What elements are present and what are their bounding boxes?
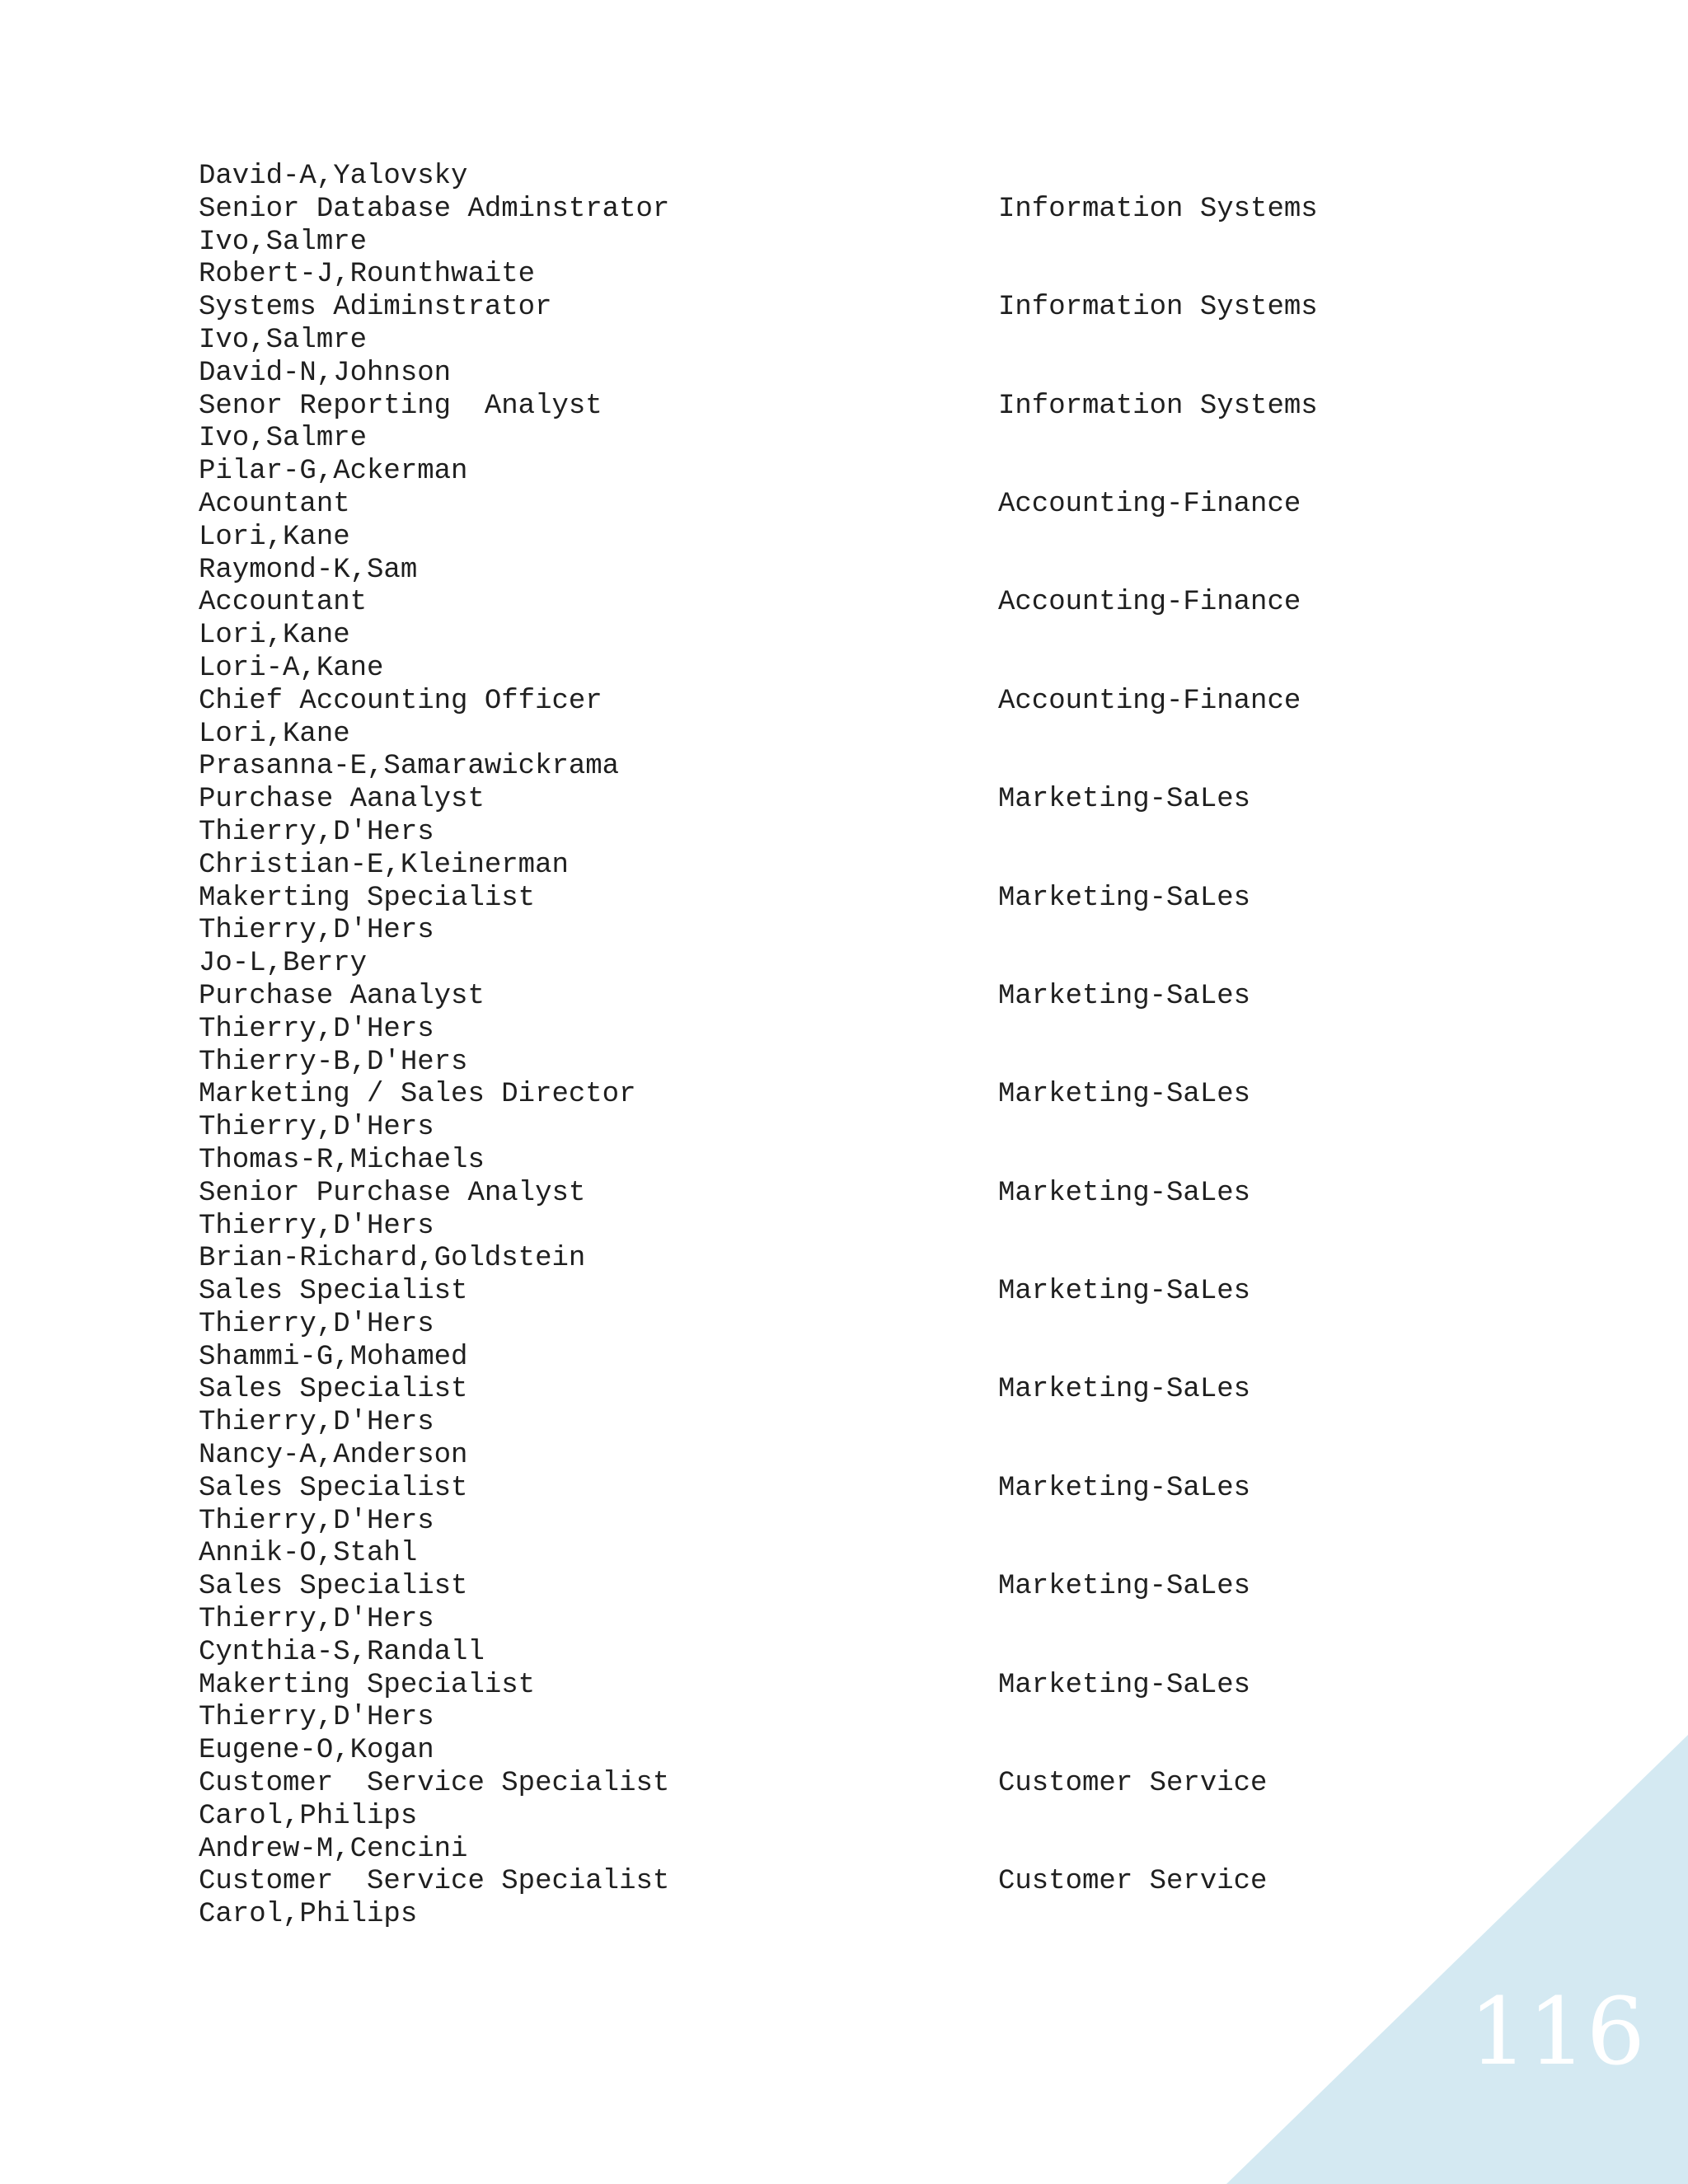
department: Marketing-SaLes <box>998 1374 1251 1406</box>
employee-name: Thierry-B,D'Hers <box>199 1046 468 1078</box>
manager-name: Lori,Kane <box>199 718 350 750</box>
employee-record <box>199 751 1435 849</box>
employee-record <box>199 1342 1435 1440</box>
department: Accounting-Finance <box>998 587 1301 619</box>
department: Marketing-SaLes <box>998 1472 1251 1504</box>
employee-record <box>199 1637 1435 1735</box>
manager-name: Thierry,D'Hers <box>199 1604 434 1636</box>
employee-record <box>199 358 1435 456</box>
employee-record <box>199 1145 1435 1243</box>
department: Marketing-SaLes <box>998 1079 1251 1111</box>
employee-name: Lori-A,Kane <box>199 652 384 684</box>
job-title-row <box>199 784 1435 817</box>
job-title-row <box>199 1079 1435 1112</box>
manager-name: Carol,Philips <box>199 1899 418 1931</box>
department: Marketing-SaLes <box>998 1177 1251 1209</box>
job-title: Marketing / Sales Director <box>199 1079 636 1111</box>
department: Marketing-SaLes <box>998 1276 1251 1308</box>
job-title-row <box>199 1178 1435 1211</box>
job-title: Purchase Aanalyst <box>199 784 485 816</box>
employee-name: Andrew-M,Cencini <box>199 1833 468 1865</box>
job-title-row <box>199 1670 1435 1703</box>
manager-name: Thierry,D'Hers <box>199 1013 434 1045</box>
employee-name: Robert-J,Rounthwaite <box>199 259 536 291</box>
job-title: Sales Specialist <box>199 1472 468 1504</box>
employee-record <box>199 850 1435 948</box>
job-title: Senior Purchase Analyst <box>199 1177 586 1209</box>
employee-name: Nancy-A,Anderson <box>199 1440 468 1472</box>
manager-name: Thierry,D'Hers <box>199 1210 434 1242</box>
manager-name: Ivo,Salmre <box>199 226 368 258</box>
job-title-row <box>199 391 1435 424</box>
department: Customer Service <box>998 1866 1268 1898</box>
job-title-row <box>199 1374 1435 1407</box>
manager-name: Thierry,D'Hers <box>199 1702 434 1734</box>
manager-name: Thierry,D'Hers <box>199 816 434 848</box>
manager-name: Thierry,D'Hers <box>199 915 434 947</box>
department: Accounting-Finance <box>998 685 1301 717</box>
department: Marketing-SaLes <box>998 980 1251 1012</box>
job-title: Acountant <box>199 488 350 520</box>
employee-name: David-N,Johnson <box>199 357 452 389</box>
job-title: Senior Database Adminstrator <box>199 193 670 225</box>
employee-name: Thomas-R,Michaels <box>199 1144 485 1176</box>
job-title: Makerting Specialist <box>199 882 536 914</box>
employee-record <box>199 653 1435 751</box>
employee-record <box>199 259 1435 357</box>
page-number: 116 <box>1469 1979 1645 2086</box>
department: Marketing-SaLes <box>998 882 1251 914</box>
job-title: Sales Specialist <box>199 1374 468 1406</box>
job-title: Chief Accounting Officer <box>199 685 603 717</box>
manager-name: Ivo,Salmre <box>199 324 368 356</box>
department: Information Systems <box>998 193 1318 225</box>
employee-record <box>199 1047 1435 1145</box>
job-title-row <box>199 489 1435 522</box>
department: Accounting-Finance <box>998 488 1301 520</box>
job-title-row <box>199 1276 1435 1309</box>
job-title-row <box>199 686 1435 719</box>
job-title: Senor Reporting Analyst <box>199 390 603 422</box>
job-title-row <box>199 883 1435 916</box>
manager-name: Thierry,D'Hers <box>199 1407 434 1439</box>
manager-name: Ivo,Salmre <box>199 423 368 455</box>
department: Information Systems <box>998 390 1318 422</box>
job-title: Customer Service Specialist <box>199 1866 670 1898</box>
manager-name: Thierry,D'Hers <box>199 1112 434 1144</box>
job-title: Sales Specialist <box>199 1571 468 1603</box>
department: Marketing-SaLes <box>998 1669 1251 1701</box>
employee-record <box>199 1538 1435 1636</box>
job-title: Systems Adiminstrator <box>199 292 552 324</box>
employee-name: Jo-L,Berry <box>199 948 368 980</box>
employee-name: Annik-O,Stahl <box>199 1538 418 1570</box>
employee-record <box>199 456 1435 554</box>
job-title-row <box>199 1473 1435 1506</box>
job-title: Sales Specialist <box>199 1276 468 1308</box>
employee-name: Christian-E,Kleinerman <box>199 849 569 881</box>
employee-name: Pilar-G,Ackerman <box>199 456 468 488</box>
department: Information Systems <box>998 292 1318 324</box>
department: Marketing-SaLes <box>998 1571 1251 1603</box>
manager-name: Lori,Kane <box>199 620 350 652</box>
employee-name: Raymond-K,Sam <box>199 554 418 586</box>
manager-name: Carol,Philips <box>199 1800 418 1832</box>
job-title: Makerting Specialist <box>199 1669 536 1701</box>
job-title-row <box>199 292 1435 325</box>
job-title: Accountant <box>199 587 368 619</box>
job-title-row <box>199 981 1435 1014</box>
employee-name: Cynthia-S,Randall <box>199 1636 485 1668</box>
employee-record <box>199 555 1435 653</box>
employee-record <box>199 161 1435 259</box>
employee-list <box>199 161 1435 1932</box>
employee-name: Prasanna-E,Samarawickrama <box>199 751 620 783</box>
job-title: Customer Service Specialist <box>199 1768 670 1800</box>
corner-triangle-decoration <box>1226 1735 1688 2184</box>
employee-name: Brian-Richard,Goldstein <box>199 1243 586 1275</box>
manager-name: Thierry,D'Hers <box>199 1505 434 1537</box>
employee-record <box>199 1243 1435 1341</box>
employee-record <box>199 948 1435 1046</box>
manager-name: Lori,Kane <box>199 521 350 553</box>
job-title-row <box>199 1571 1435 1604</box>
job-title-row <box>199 194 1435 227</box>
manager-name: Thierry,D'Hers <box>199 1308 434 1340</box>
employee-name: David-A,Yalovsky <box>199 161 468 192</box>
job-title: Purchase Aanalyst <box>199 980 485 1012</box>
job-title-row <box>199 587 1435 620</box>
employee-name: Eugene-O,Kogan <box>199 1735 434 1767</box>
department: Marketing-SaLes <box>998 784 1251 816</box>
employee-name: Shammi-G,Mohamed <box>199 1341 468 1373</box>
department: Customer Service <box>998 1768 1268 1800</box>
employee-record <box>199 1440 1435 1538</box>
